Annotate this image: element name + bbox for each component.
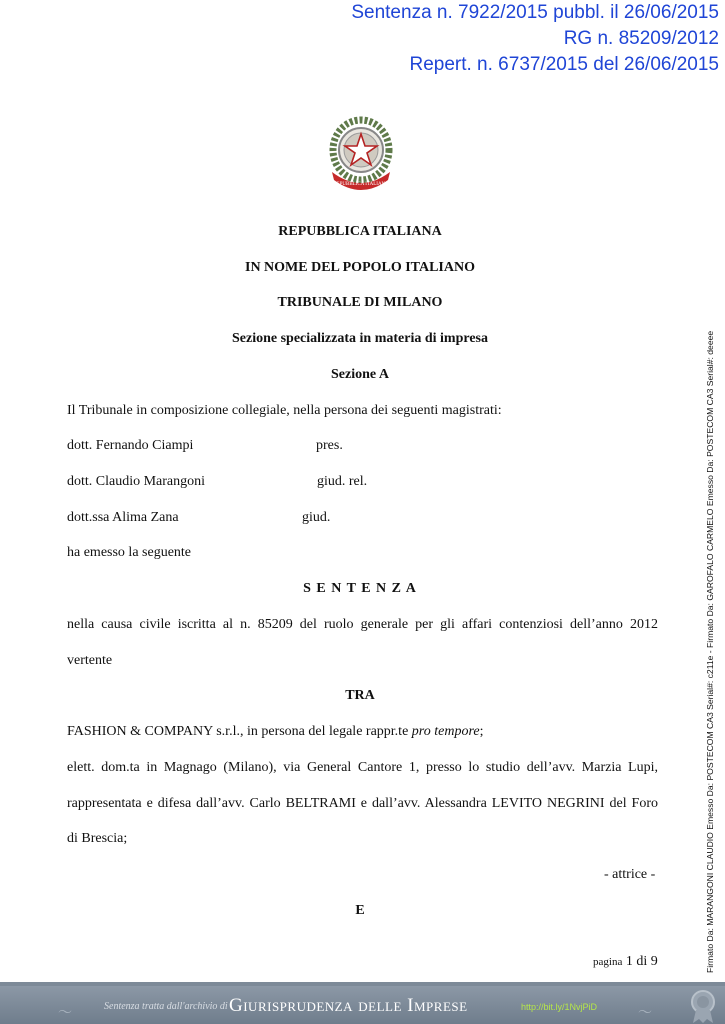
judge-role-1: pres. [316,438,343,453]
elett-line-2: rappresentata e difesa dall’avv. Carlo BELTRAMI e dall’avv. Alessandra LEVITO NEGRINI del Foro [67,796,658,811]
stamp-repert: Repert. n. 6737/2015 del 26/06/2015 [409,54,719,75]
party-text: FASHION & COMPANY s.r.l., in persona del legale rappr.te [67,724,412,739]
court-heading: TRIBUNALE DI MILANO [277,295,443,310]
digital-signature: Firmato Da: MARANGONI CLAUDIO Emesso Da: POSTECOM CA3 Serial#: c211e - Firmato Da: GAROFALO CARMELO Emesso Da: POSTECOM CA3 Serial#: deeee [705,330,715,973]
judge-role-2: giud. rel. [317,474,368,489]
emblem-of-italy-icon [326,112,396,194]
stamp-sentenza: Sentenza n. 7922/2015 pubbl. il 26/06/2015 [351,2,719,23]
footer-inner [0,986,725,1024]
registry-stamp [351,0,719,78]
section-heading: Sezione specializzata in materia di impresa [232,331,488,346]
page-count: 1 di 9 [625,954,658,969]
e-heading: E [355,903,365,918]
elett-line-3: di Brescia; [67,831,128,846]
page-label: pagina [593,956,623,968]
judge-name-2: dott. Claudio Marangoni [67,474,206,489]
sentenza-heading: S E N T E N Z A [303,581,417,596]
subsection-heading: Sezione A [331,367,389,382]
footer-url-link[interactable]: http://bit.ly/1NvjPiD [521,1002,598,1012]
cause-line-1: nella causa civile iscritta al n. 85209 del ruolo generale per gli affari contenziosi dell’anno 2012 [67,617,658,632]
tra-heading: TRA [345,688,375,703]
right-ornament-icon: 〜 [638,1006,652,1021]
party-line [67,724,483,740]
in-name-heading: IN NOME DEL POPOLO ITALIANO [245,260,475,275]
judge-name-3: dott.ssa Alima Zana [67,510,179,525]
footer-bar [0,982,725,1024]
emitted-text: ha emesso la seguente [67,545,192,560]
stamp-rg: RG n. 85209/2012 [563,28,719,49]
party-end: ; [479,724,484,739]
attrice-label: - attrice - [604,867,656,882]
judge-name-1: dott. Fernando Ciampi [67,438,194,453]
judge-role-3: giud. [302,510,331,525]
footer-source: Sentenza tratta dall'archivio di [104,1001,228,1012]
pro-tempore-text: pro tempore [411,724,480,739]
footer-brand: Giurisprudenza delle Imprese [229,995,468,1016]
svg-text:REPUBBLICA ITALIANA: REPUBBLICA ITALIANA [333,182,389,187]
page-number [593,954,658,970]
left-ornament-icon: 〜 [58,1006,72,1021]
cause-line-2: vertente [67,653,113,668]
seal-icon [686,988,720,1024]
elett-line-1: elett. dom.ta in Magnago (Milano), via General Cantore 1, presso lo studio dell’avv. Marzia Lupi, [67,760,658,775]
intro-text: Il Tribunale in composizione collegiale, nella persona dei seguenti magistrati: [67,403,502,418]
republic-heading: REPUBBLICA ITALIANA [278,224,442,239]
